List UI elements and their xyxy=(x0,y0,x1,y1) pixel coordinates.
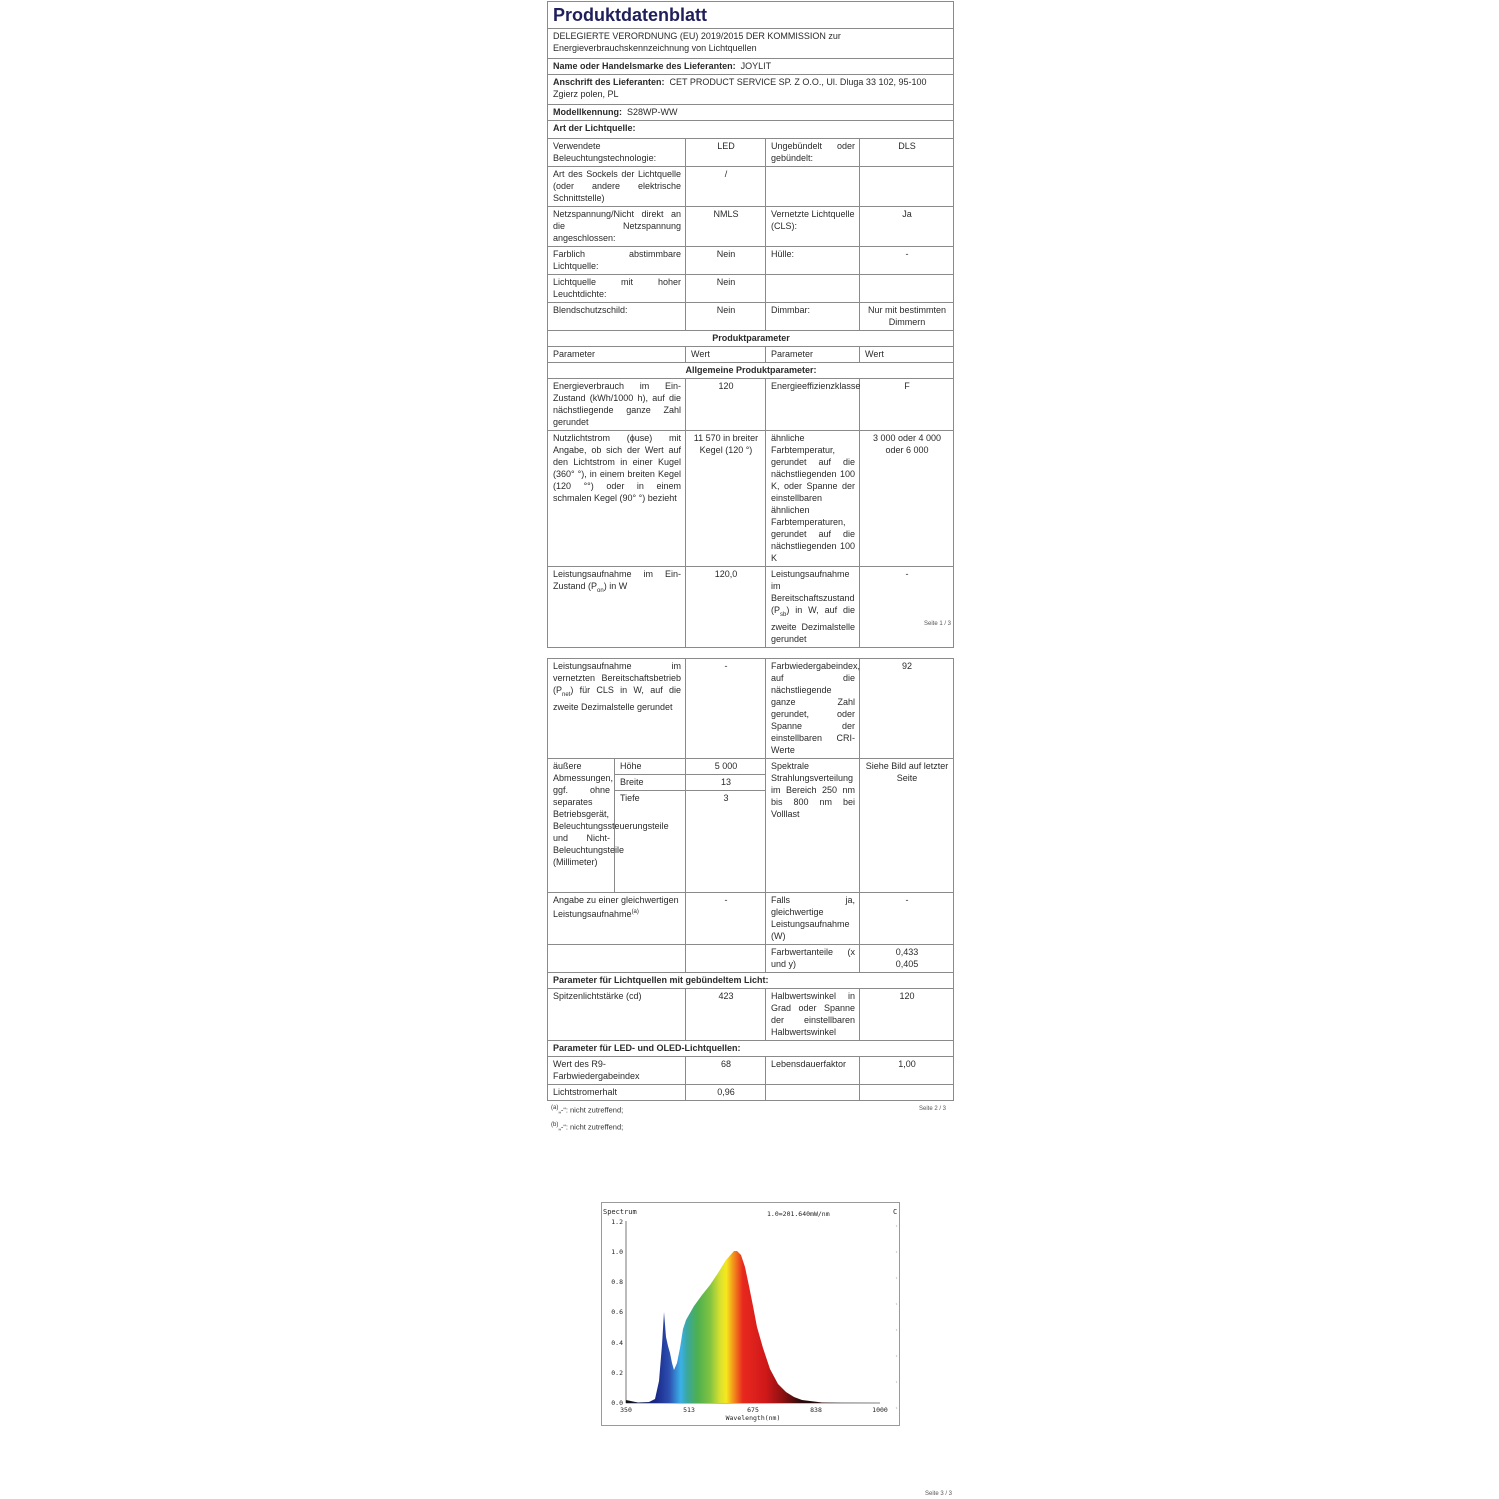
value-cell: 120 xyxy=(860,989,954,1041)
chart-annotation: 1.0=201.640mW/nm xyxy=(767,1210,830,1218)
table-row xyxy=(548,139,954,167)
table-row xyxy=(548,167,954,207)
param-cell: Lichtquelle mit hoher Leuchtdichte: xyxy=(548,275,686,303)
param-cell: Halbwertswinkel in Grad oder Spanne der einstellbaren Halbwertswinkel xyxy=(766,989,860,1041)
table-row xyxy=(548,275,954,303)
net-standby-label: Leistungsaufnahme im vernetzten Bereitschaftsbetrieb (P xyxy=(553,661,681,695)
value-cell: Nein xyxy=(686,247,766,275)
footnote xyxy=(547,1101,953,1118)
footnote-text: „-“: nicht zutreffend; xyxy=(558,1105,624,1115)
x-tick: 513 xyxy=(683,1406,695,1414)
value-cell: 423 xyxy=(686,989,766,1041)
y-tick: 0.4 xyxy=(611,1339,623,1347)
table-row xyxy=(548,945,954,973)
value-cell: 68 xyxy=(686,1057,766,1085)
param-cell xyxy=(766,167,860,207)
param-cell: Lebensdauerfaktor xyxy=(766,1057,860,1085)
directional-heading: Parameter für Lichtquellen mit gebündeltem Licht: xyxy=(548,973,954,989)
value-cell: - xyxy=(686,893,766,945)
address-value: CET PRODUCT SERVICE SP. Z O.O., Ul. Dluga 33 102, 95-100 Zgierz polen, PL xyxy=(553,77,927,99)
y-tick: 1.0 xyxy=(611,1248,623,1256)
table-row xyxy=(548,379,954,431)
page-title: Produktdatenblatt xyxy=(548,2,954,29)
param-cell xyxy=(766,567,860,648)
x-tick: 838 xyxy=(810,1406,822,1414)
value-cell: NMLS xyxy=(686,207,766,247)
type-heading: Art der Lichtquelle: xyxy=(548,121,954,139)
value-cell xyxy=(860,275,954,303)
table-row xyxy=(548,1057,954,1085)
value-cell: / xyxy=(686,167,766,207)
dimension-name: Tiefe xyxy=(615,791,686,893)
power-on-unit: ) in W xyxy=(603,581,628,591)
dimension-value: 3 xyxy=(686,791,766,893)
param-cell: Dimmbar: xyxy=(766,303,860,331)
value-cell: Ja xyxy=(860,207,954,247)
equiv-label: Angabe zu einer gleichwertigen Leistungsaufnahme xyxy=(553,895,679,919)
y-tick: 0.0 xyxy=(611,1399,623,1407)
column-header-row xyxy=(548,347,954,363)
table-row xyxy=(548,893,954,945)
param-cell: Netzspannung/Nicht direkt an die Netzspannung angeschlossen: xyxy=(548,207,686,247)
supplier-value: JOYLIT xyxy=(740,61,772,71)
column-header: Parameter xyxy=(766,347,860,363)
dimension-name: Höhe xyxy=(615,759,686,775)
led-heading: Parameter für LED- und OLED-Lichtquellen: xyxy=(548,1041,954,1057)
right-edge-ticks xyxy=(896,1225,897,1409)
x-tick: 675 xyxy=(747,1406,759,1414)
general-heading: Allgemeine Produktparameter: xyxy=(548,363,954,379)
value-cell: Nein xyxy=(686,275,766,303)
model-value: S28WP-WW xyxy=(627,107,678,117)
table-row xyxy=(548,759,954,775)
standby-label: Leistungsaufnahme im Bereitschaftszustand (P xyxy=(771,569,855,615)
value-cell xyxy=(860,1085,954,1101)
value-cell: 11 570 in breiter Kegel (120 °) xyxy=(686,431,766,567)
footnote-mark: (b) xyxy=(551,1121,559,1128)
dimension-name: Breite xyxy=(615,775,686,791)
value-cell: Nur mit bestimmten Dimmern xyxy=(860,303,954,331)
footnote-mark: (a) xyxy=(631,909,639,915)
value-cell: - xyxy=(686,659,766,759)
column-header: Wert xyxy=(860,347,954,363)
param-cell: Farbwertanteile (x und y) xyxy=(766,945,860,973)
param-cell xyxy=(766,275,860,303)
supplier-label: Name oder Handelsmarke des Lieferanten: xyxy=(553,61,736,71)
table-row xyxy=(548,207,954,247)
param-cell xyxy=(766,1085,860,1101)
param-cell: Blendschutzschild: xyxy=(548,303,686,331)
y-tick: 1.2 xyxy=(611,1218,623,1226)
empty-cell xyxy=(686,945,766,973)
x-axis-label: Wavelength(nm) xyxy=(725,1414,781,1422)
value-cell: 120 xyxy=(686,379,766,431)
param-cell: Spitzenlichtstärke (cd) xyxy=(548,989,686,1041)
subscript: sb xyxy=(780,611,787,618)
value-cell: 120,0 xyxy=(686,567,766,648)
footnote-text: „-“: nicht zutreffend; xyxy=(558,1122,624,1131)
param-cell: Wert des R9-Farbwiedergabeindex xyxy=(548,1057,686,1085)
y-tick-labels xyxy=(611,1218,623,1407)
param-cell xyxy=(548,659,686,759)
param-cell: Lichtstromerhalt xyxy=(548,1085,686,1101)
regulation-text: DELEGIERTE VERORDNUNG (EU) 2019/2015 DER KOMMISSION zur Energieverbrauchskennzeichnung von Lichtquellen xyxy=(548,29,954,59)
x-tick-labels xyxy=(620,1406,888,1414)
y-tick: 0.2 xyxy=(611,1369,623,1377)
value-cell: LED xyxy=(686,139,766,167)
table-row xyxy=(548,659,954,759)
value-cell: 1,00 xyxy=(860,1057,954,1085)
subscript: on xyxy=(597,587,604,594)
param-cell: Nutzlichtstrom (ϕuse) mit Angabe, ob sich der Wert auf den Lichtstrom in einer Kugel (360° °), in einem breiten Kegel (120 °°) oder in einem schmalen Kegel (90° °) bezieht xyxy=(548,431,686,567)
table-row xyxy=(548,567,954,648)
spectrum-chart xyxy=(601,1202,900,1426)
value-cell: F xyxy=(860,379,954,431)
clipped-glyph: C xyxy=(893,1208,898,1216)
power-on-label: Leistungsaufnahme im Ein-Zustand (P xyxy=(553,569,681,591)
param-cell xyxy=(548,893,686,945)
y-tick: 0.8 xyxy=(611,1278,623,1286)
table-row xyxy=(548,247,954,275)
spectrum-chart-svg xyxy=(602,1203,899,1425)
param-cell: Spektrale Strahlungsverteilung im Bereich 250 nm bis 800 nm bei Volllast xyxy=(766,759,860,893)
supplier-row xyxy=(548,59,954,75)
table-row xyxy=(548,1085,954,1101)
value-cell: - xyxy=(860,247,954,275)
empty-cell xyxy=(548,945,686,973)
param-cell xyxy=(548,567,686,648)
param-cell: Energieverbrauch im Ein-Zustand (kWh/1000 h), auf die nächstliegende ganze Zahl gerundet xyxy=(548,379,686,431)
address-row xyxy=(548,75,954,105)
value-cell: Nein xyxy=(686,303,766,331)
chroma-x: 0,433 xyxy=(895,947,919,957)
model-row xyxy=(548,105,954,121)
footnote-mark: (a) xyxy=(551,1105,559,1111)
param-cell: Farbwiedergabeindex, auf die nächstliegende ganze Zahl gerundet, oder Spanne der einstellbaren CRI-Werte xyxy=(766,659,860,759)
standby-unit: ) in W, auf die zweite Dezimalstelle gerundet xyxy=(771,605,855,644)
page-2 xyxy=(547,658,953,1134)
column-header: Wert xyxy=(686,347,766,363)
spectrum-area xyxy=(626,1251,880,1403)
table-row xyxy=(548,303,954,331)
param-cell: Art des Sockels der Lichtquelle (oder andere elektrische Schnittstelle) xyxy=(548,167,686,207)
x-tick: 1000 xyxy=(872,1406,888,1414)
y-tick: 0.6 xyxy=(611,1308,623,1316)
page2-table xyxy=(547,658,954,1101)
value-cell: Siehe Bild auf letzter Seite xyxy=(860,759,954,893)
footnote xyxy=(547,1118,953,1135)
param-cell: Farblich abstimmbare Lichtquelle: xyxy=(548,247,686,275)
chart-title: Spectrum xyxy=(603,1208,637,1216)
value-cell: 0,96 xyxy=(686,1085,766,1101)
page-footer-1: Seite 1 / 3 xyxy=(924,621,952,627)
value-cell: 3 000 oder 4 000 oder 6 000 xyxy=(860,431,954,567)
param-cell: Ungebündelt oder gebündelt: xyxy=(766,139,860,167)
dimension-value: 5 000 xyxy=(686,759,766,775)
column-header: Parameter xyxy=(548,347,686,363)
table-row xyxy=(548,431,954,567)
x-tick: 350 xyxy=(620,1406,632,1414)
param-cell: Falls ja, gleichwertige Leistungsaufnahme (W) xyxy=(766,893,860,945)
table-row xyxy=(548,989,954,1041)
param-cell: Verwendete Beleuchtungstechnologie: xyxy=(548,139,686,167)
page1-table xyxy=(547,1,954,648)
dimensions-label: äußere Abmessungen, ggf. ohne separates Betriebsgerät, Beleuchtungssteuerungsteile und Nicht-Beleuchtungsteile (Millimeter) xyxy=(548,759,615,893)
address-label: Anschrift des Lieferanten: xyxy=(553,77,665,87)
value-cell: - xyxy=(860,567,954,648)
chroma-y: 0,405 xyxy=(895,959,919,969)
dimension-value: 13 xyxy=(686,775,766,791)
value-cell: DLS xyxy=(860,139,954,167)
param-cell: ähnliche Farbtemperatur, gerundet auf die nächstliegenden 100 K, oder Spanne der einstellbaren ähnlichen Farbtemperaturen, gerundet auf die nächstliegenden 100 K xyxy=(766,431,860,567)
param-cell: Vernetzte Lichtquelle (CLS): xyxy=(766,207,860,247)
value-cell xyxy=(860,945,954,973)
page-1 xyxy=(547,1,953,648)
value-cell xyxy=(860,167,954,207)
param-cell: Hülle: xyxy=(766,247,860,275)
net-standby-unit: ) für CLS in W, auf die zweite Dezimalstelle gerundet xyxy=(553,685,681,712)
subscript: net xyxy=(562,691,571,698)
params-heading: Produktparameter xyxy=(548,331,954,347)
page-footer-3: Seite 3 / 3 xyxy=(925,1491,953,1497)
param-cell: Energieeffizienzklasse xyxy=(766,379,860,431)
model-label: Modellkennung: xyxy=(553,107,622,117)
page-footer-2: Seite 2 / 3 xyxy=(919,1106,947,1112)
value-cell: 92 xyxy=(860,659,954,759)
value-cell: - xyxy=(860,893,954,945)
